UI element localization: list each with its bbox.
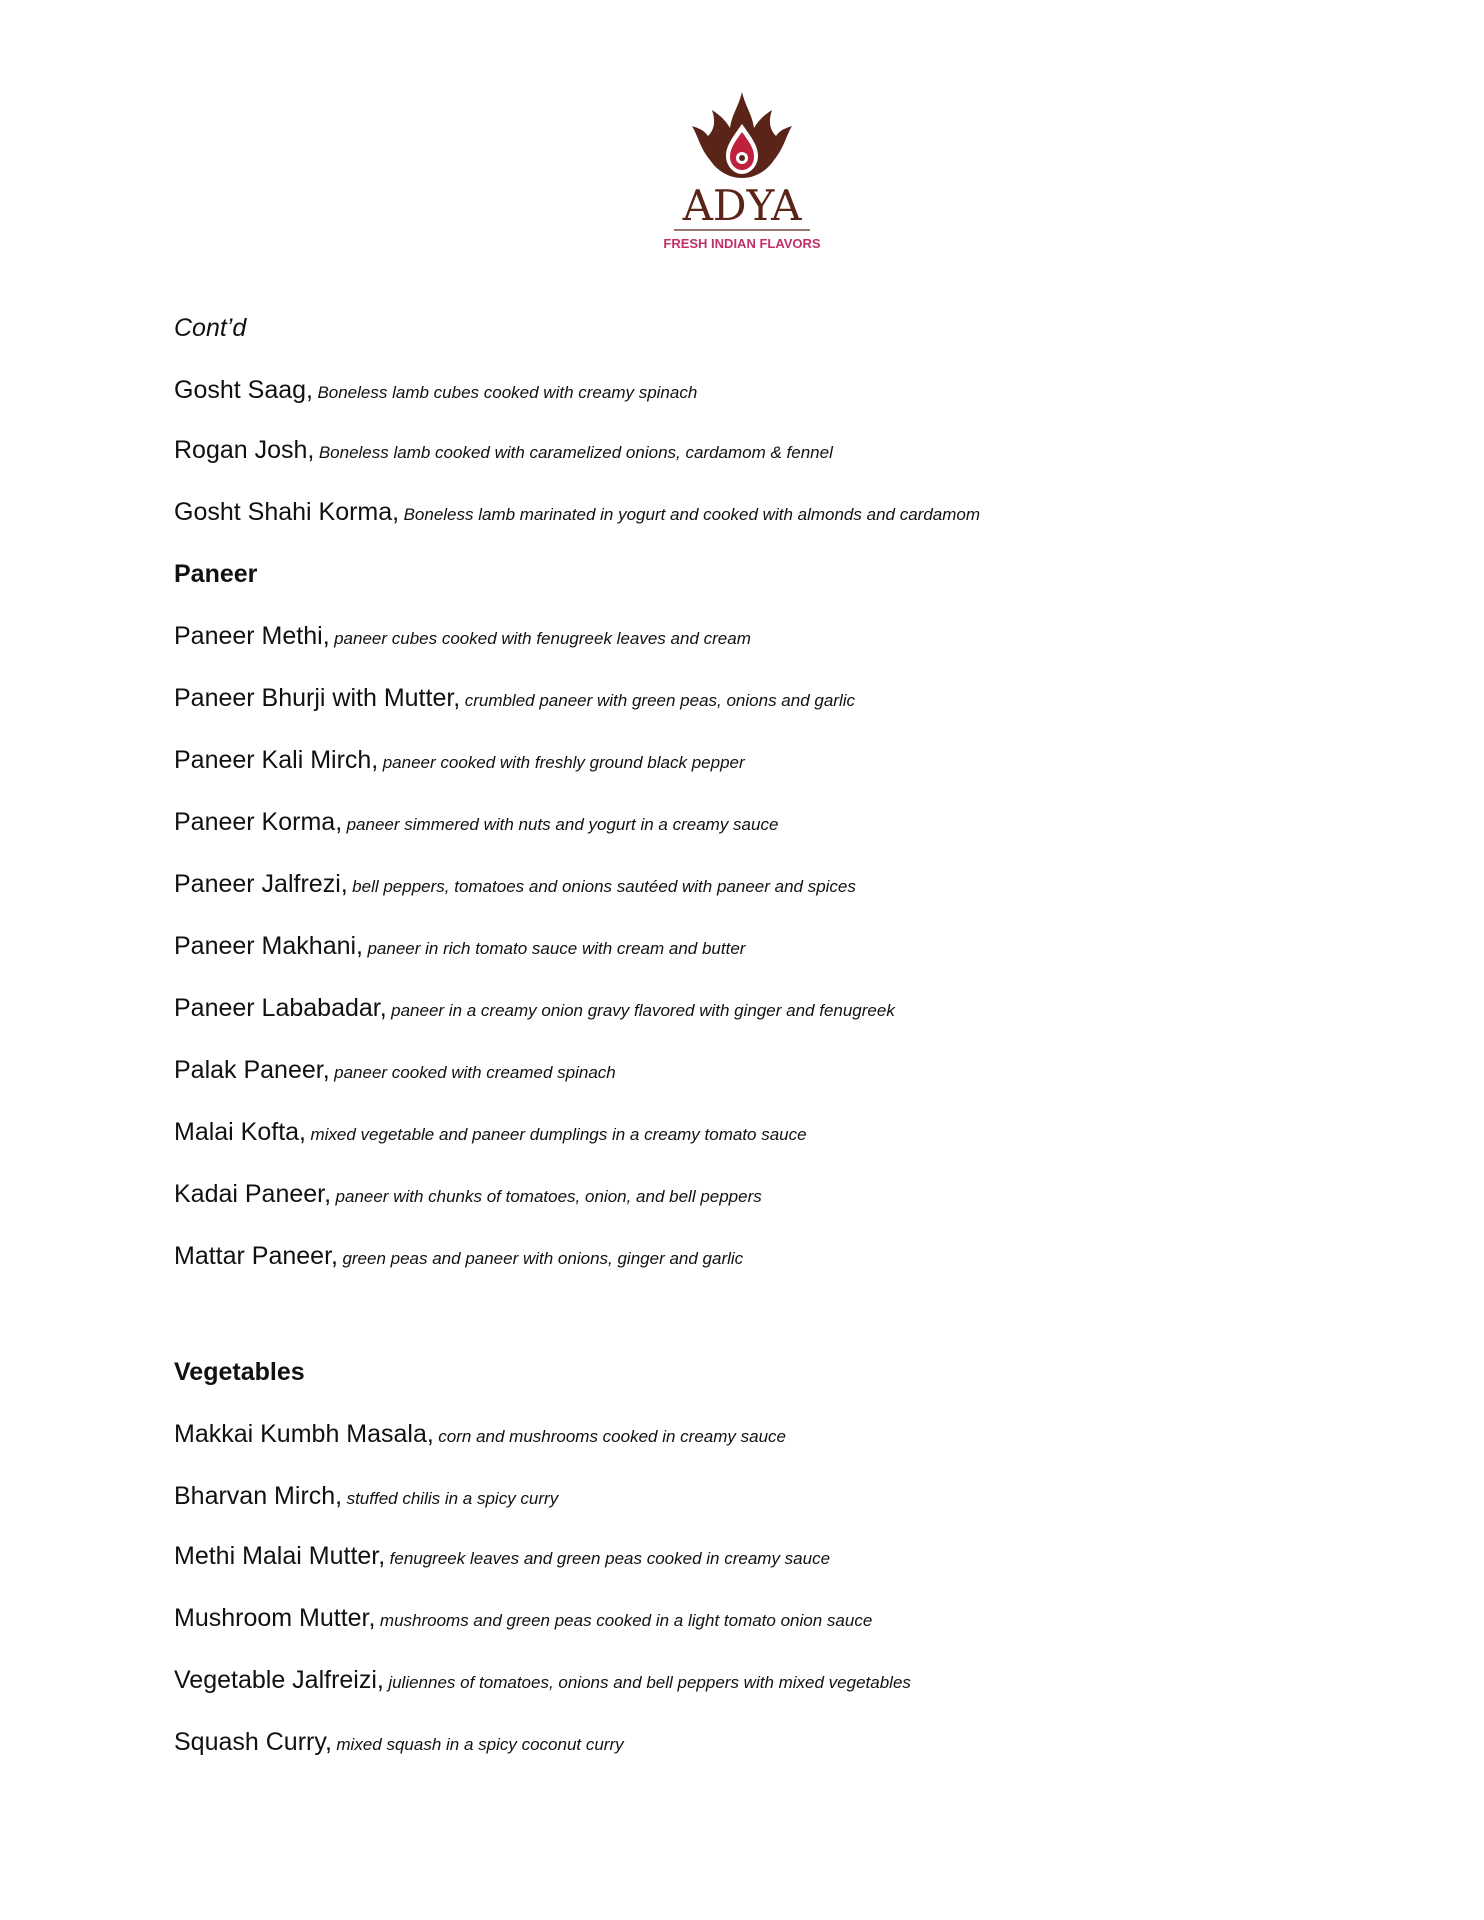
brand-tagline: FRESH INDIAN FLAVORS — [663, 236, 821, 251]
menu-item — [174, 378, 697, 403]
dish-name: Squash Curry, — [174, 1728, 332, 1756]
dish-description: Boneless lamb marinated in yogurt and cooked with almonds and cardamom — [403, 505, 981, 524]
menu-item — [174, 686, 855, 711]
dish-description: paneer in rich tomato sauce with cream and butter — [367, 939, 746, 958]
dish-name: Mushroom Mutter, — [174, 1604, 376, 1632]
dish-description: paneer in a creamy onion gravy flavored with ginger and fenugreek — [391, 1001, 895, 1020]
dish-description: paneer with chunks of tomatoes, onion, and bell peppers — [335, 1187, 762, 1206]
dish-description: mushrooms and green peas cooked in a light tomato onion sauce — [379, 1611, 873, 1630]
dish-name: Paneer Bhurji with Mutter, — [174, 684, 461, 712]
dish-name: Paneer Methi, — [174, 622, 330, 650]
dish-name: Palak Paneer, — [174, 1056, 330, 1084]
menu-item — [174, 996, 895, 1021]
dish-name: Paneer Jalfrezi, — [174, 870, 348, 898]
dish-name: Vegetable Jalfreizi, — [174, 1666, 384, 1694]
menu-item — [174, 1484, 558, 1509]
menu-item — [174, 872, 856, 897]
dish-name: Paneer Kali Mirch, — [174, 746, 379, 774]
dish-name: Gosht Saag, — [174, 376, 313, 404]
dish-description: green peas and paneer with onions, ginger and garlic — [342, 1249, 744, 1268]
menu-item — [174, 1730, 624, 1755]
menu-item — [174, 810, 778, 835]
dish-name: Makkai Kumbh Masala, — [174, 1420, 434, 1448]
dish-name: Mattar Paneer, — [174, 1242, 338, 1270]
menu-item — [174, 438, 833, 463]
dish-name: Malai Kofta, — [174, 1118, 307, 1146]
dish-description: bell peppers, tomatoes and onions sautéed with paneer and spices — [352, 877, 856, 896]
dish-name: Bharvan Mirch, — [174, 1482, 343, 1510]
dish-description: Boneless lamb cooked with caramelized onions, cardamom & fennel — [318, 443, 833, 462]
dish-description: paneer simmered with nuts and yogurt in a creamy sauce — [346, 815, 779, 834]
menu-item — [174, 1244, 743, 1269]
menu-item — [174, 1058, 616, 1083]
menu-item — [174, 934, 745, 959]
dish-description: Boneless lamb cubes cooked with creamy spinach — [317, 383, 698, 402]
dish-description: crumbled paneer with green peas, onions and garlic — [464, 691, 855, 710]
menu-item — [174, 1668, 911, 1693]
menu-item — [174, 1544, 830, 1569]
section-heading-paneer: Paneer — [174, 560, 258, 588]
menu-item — [174, 748, 745, 773]
menu-item — [174, 1606, 872, 1631]
brand-logo — [662, 88, 822, 258]
dish-name: Rogan Josh, — [174, 436, 315, 464]
menu-item — [174, 500, 980, 525]
menu-item — [174, 1182, 762, 1207]
dish-description: mixed vegetable and paneer dumplings in a creamy tomato sauce — [310, 1125, 807, 1144]
dish-name: Methi Malai Mutter, — [174, 1542, 386, 1570]
dish-name: Gosht Shahi Korma, — [174, 498, 400, 526]
menu-item — [174, 1422, 786, 1447]
dish-description: corn and mushrooms cooked in creamy sauce — [438, 1427, 787, 1446]
menu-item — [174, 1120, 807, 1145]
section-heading-vegetables: Vegetables — [174, 1358, 305, 1386]
dish-description: juliennes of tomatoes, onions and bell peppers with mixed vegetables — [388, 1673, 911, 1692]
dish-name: Paneer Lababadar, — [174, 994, 387, 1022]
dish-description: paneer cubes cooked with fenugreek leaves and cream — [334, 629, 751, 648]
continued-label: Cont’d — [174, 314, 247, 342]
dish-name: Kadai Paneer, — [174, 1180, 332, 1208]
brand-name: ADYA — [682, 181, 802, 230]
dish-name: Paneer Makhani, — [174, 932, 364, 960]
dish-name: Paneer Korma, — [174, 808, 343, 836]
menu-item — [174, 624, 751, 649]
dish-description: fenugreek leaves and green peas cooked in creamy sauce — [389, 1549, 831, 1568]
dish-description: stuffed chilis in a spicy curry — [346, 1489, 559, 1508]
flame-icon — [662, 88, 822, 258]
dish-description: mixed squash in a spicy coconut curry — [336, 1735, 624, 1754]
dish-description: paneer cooked with freshly ground black pepper — [382, 753, 745, 772]
dish-description: paneer cooked with creamed spinach — [334, 1063, 616, 1082]
